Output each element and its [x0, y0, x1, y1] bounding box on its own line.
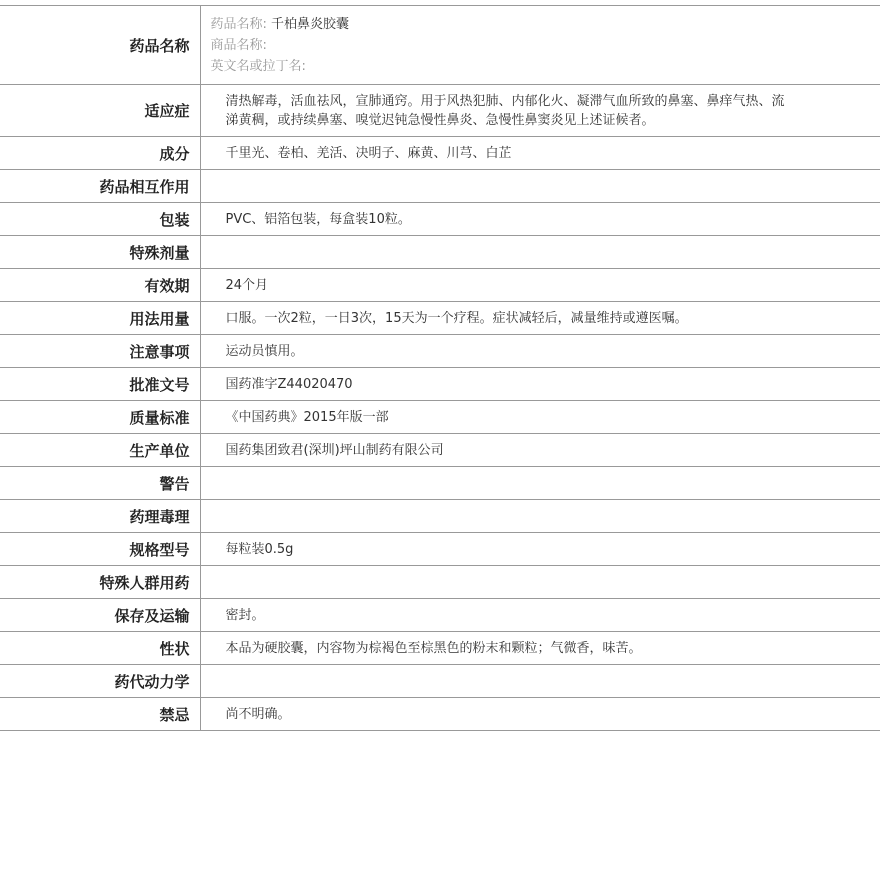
row-value: PVC、铝箔包装，每盒装10粒。 [200, 203, 880, 236]
row-indications [0, 85, 880, 137]
row-description [0, 632, 880, 665]
row-label: 用法用量 [0, 302, 200, 335]
row-label: 适应症 [0, 85, 200, 137]
row-special-population [0, 566, 880, 599]
english-name-label: 英文名或拉丁名: [210, 58, 306, 74]
row-value: 运动员慎用。 [200, 335, 880, 368]
trade-name-label: 商品名称: [210, 37, 267, 53]
row-shelf-life [0, 269, 880, 302]
row-label: 性状 [0, 632, 200, 665]
drug-name-cell [200, 6, 880, 85]
row-pharmacokinetics [0, 665, 880, 698]
row-value [200, 566, 880, 599]
row-label: 质量标准 [0, 401, 200, 434]
row-manufacturer [0, 434, 880, 467]
row-value: 《中国药典》2015年版一部 [200, 401, 880, 434]
row-label: 药理毒理 [0, 500, 200, 533]
row-value [200, 467, 880, 500]
row-special-dosage [0, 236, 880, 269]
row-quality-standard [0, 401, 880, 434]
trade-name-line [211, 35, 791, 56]
row-value: 尚不明确。 [200, 698, 880, 731]
row-label: 警告 [0, 467, 200, 500]
row-label: 特殊人群用药 [0, 566, 200, 599]
row-usage [0, 302, 880, 335]
row-warnings [0, 467, 880, 500]
row-value: 口服。一次2粒，一日3次，15天为一个疗程。症状减轻后，减量维持或遵医嘱。 [200, 302, 880, 335]
row-label: 注意事项 [0, 335, 200, 368]
row-label: 特殊剂量 [0, 236, 200, 269]
row-packaging [0, 203, 880, 236]
row-label: 禁忌 [0, 698, 200, 731]
row-label: 规格型号 [0, 533, 200, 566]
generic-name-line [211, 14, 791, 35]
row-label: 批准文号 [0, 368, 200, 401]
row-label: 药品名称 [0, 6, 200, 85]
generic-name-label: 药品名称: [210, 16, 267, 32]
drug-spec-table [0, 5, 880, 731]
row-label: 有效期 [0, 269, 200, 302]
english-name-line [211, 56, 791, 77]
row-drug-name [0, 6, 880, 85]
row-value: 千里光、卷柏、羌活、决明子、麻黄、川芎、白芷 [200, 137, 880, 170]
generic-name-value: 千柏鼻炎胶囊 [271, 16, 350, 32]
row-label: 保存及运输 [0, 599, 200, 632]
row-approval-number [0, 368, 880, 401]
row-label: 成分 [0, 137, 200, 170]
row-value: 24个月 [200, 269, 880, 302]
row-value: 国药准字Z44020470 [200, 368, 880, 401]
row-storage [0, 599, 880, 632]
row-value [200, 236, 880, 269]
row-contraindications [0, 698, 880, 731]
row-label: 药品相互作用 [0, 170, 200, 203]
row-value [200, 170, 880, 203]
row-value: 本品为硬胶囊，内容物为棕褐色至棕黑色的粉末和颗粒；气微香，味苦。 [200, 632, 880, 665]
row-value: 国药集团致君(深圳)坪山制药有限公司 [200, 434, 880, 467]
row-precautions [0, 335, 880, 368]
row-toxicology [0, 500, 880, 533]
row-label: 包装 [0, 203, 200, 236]
row-label: 生产单位 [0, 434, 200, 467]
row-ingredients [0, 137, 880, 170]
row-value [200, 500, 880, 533]
row-value: 密封。 [200, 599, 880, 632]
row-label: 药代动力学 [0, 665, 200, 698]
row-value [200, 665, 880, 698]
row-value: 每粒装0.5g [200, 533, 880, 566]
row-value: 清热解毒，活血祛风，宣肺通窍。用于风热犯肺、内郁化火、凝滞气血所致的鼻塞、鼻痒气热、流涕黄稠，或持续鼻塞、嗅觉迟钝急慢性鼻炎、急慢性鼻窦炎见上述证候者。 [200, 85, 880, 137]
row-specification [0, 533, 880, 566]
row-interactions [0, 170, 880, 203]
